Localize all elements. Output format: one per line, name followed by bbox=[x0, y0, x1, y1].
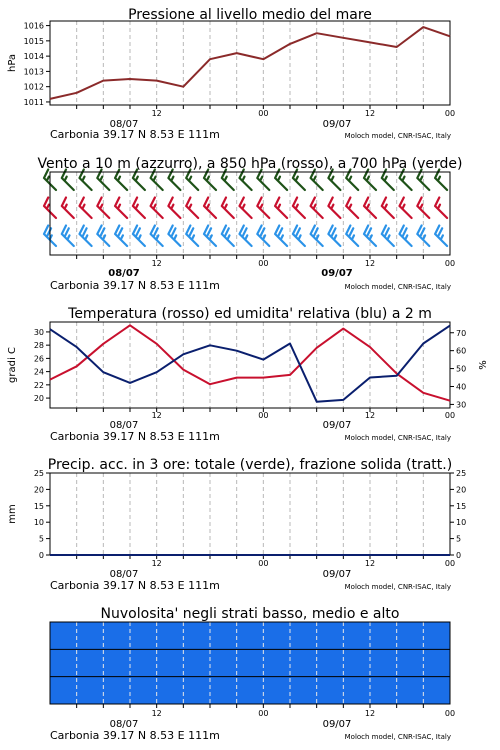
x-tick-label: 12 bbox=[151, 559, 162, 568]
wind-barb-700 bbox=[293, 170, 305, 191]
wind-x-axis bbox=[77, 255, 455, 268]
wind-barb-10m bbox=[346, 226, 358, 247]
wind-barb-10m bbox=[80, 226, 92, 247]
precip-panel bbox=[7, 457, 466, 592]
wind-barb-700 bbox=[400, 170, 412, 191]
wind-barb-850 bbox=[115, 198, 127, 219]
wind-barb-850 bbox=[168, 198, 180, 219]
y-tick-label: 20 bbox=[456, 485, 467, 495]
precip-title: Precip. acc. in 3 ore: totale (verde), frazione solida (tratt.) bbox=[47, 457, 453, 473]
pressure-grid bbox=[77, 21, 424, 105]
pressure-date-label-1: 08/07 bbox=[109, 119, 139, 130]
temperature-y-axis bbox=[34, 328, 50, 403]
x-tick-label: 12 bbox=[364, 259, 376, 268]
humidity-y-axis bbox=[450, 329, 466, 410]
precip-y-axis-right bbox=[450, 469, 466, 560]
y-tick-label: 1011 bbox=[23, 97, 44, 107]
x-tick-label: 12 bbox=[151, 411, 162, 420]
precip-date-label-1: 08/07 bbox=[109, 569, 139, 580]
wind-barb-10m bbox=[382, 226, 394, 247]
x-tick-label: 12 bbox=[151, 259, 162, 268]
wind-barb-700 bbox=[186, 170, 198, 191]
pressure-y-axis bbox=[24, 22, 50, 107]
wind-barb-10m bbox=[168, 226, 180, 247]
pressure-location: Carbonia 39.17 N 8.53 E 111m bbox=[50, 128, 220, 141]
precip-location: Carbonia 39.17 N 8.53 E 111m bbox=[50, 579, 220, 592]
wind-barbs bbox=[44, 170, 447, 247]
y-tick-label: 24 bbox=[33, 367, 44, 377]
cloud-x-axis bbox=[77, 704, 455, 718]
wind-barb-700 bbox=[435, 170, 447, 191]
y-tick-label: 10 bbox=[33, 518, 44, 528]
precip-x-axis bbox=[77, 555, 455, 568]
y-tick-label: 26 bbox=[33, 354, 44, 364]
precip-date-label-2: 09/07 bbox=[322, 569, 352, 580]
wind-barb-10m bbox=[400, 226, 412, 247]
x-tick-label: 00 bbox=[444, 259, 456, 268]
cloud-date-label-1: 08/07 bbox=[109, 719, 139, 730]
temperature-date-label-1: 08/07 bbox=[109, 420, 139, 431]
x-tick-label: 12 bbox=[364, 411, 376, 420]
y-tick-label: 70 bbox=[456, 328, 467, 338]
y-tick-label: 20 bbox=[33, 485, 44, 495]
x-tick-label: 12 bbox=[364, 109, 376, 118]
y-tick-label: 28 bbox=[33, 341, 44, 351]
wind-panel bbox=[37, 156, 462, 292]
y-tick-label: 1016 bbox=[23, 21, 44, 31]
temperature-location: Carbonia 39.17 N 8.53 E 111m bbox=[50, 430, 220, 443]
cloud-title: Nuvolosita' negli strati basso, medio e alto bbox=[100, 606, 400, 622]
wind-barb-10m bbox=[275, 226, 287, 247]
temperature-series bbox=[50, 325, 450, 401]
wind-barb-850 bbox=[222, 198, 234, 219]
pressure-panel bbox=[7, 7, 455, 141]
y-tick-label: 25 bbox=[33, 469, 44, 478]
wind-date-label-2: 09/07 bbox=[321, 268, 353, 279]
cloud-panel bbox=[50, 606, 455, 742]
y-tick-label: 1014 bbox=[23, 52, 44, 62]
y-tick-label: 15 bbox=[33, 501, 44, 511]
y-tick-label: 1015 bbox=[23, 36, 44, 46]
wind-barb-850 bbox=[275, 198, 287, 219]
x-tick-label: 00 bbox=[258, 109, 269, 118]
wind-barb-10m bbox=[328, 226, 340, 247]
temperature-panel bbox=[7, 306, 489, 443]
pressure-series bbox=[50, 27, 450, 99]
wind-barb-700 bbox=[80, 170, 92, 191]
wind-barb-850 bbox=[133, 198, 145, 219]
y-tick-label: 1013 bbox=[23, 67, 44, 77]
pressure-line bbox=[50, 27, 450, 99]
wind-barb-850 bbox=[240, 198, 252, 219]
wind-barb-10m bbox=[115, 226, 127, 247]
x-tick-label: 12 bbox=[151, 709, 162, 718]
wind-title: Vento a 10 m (azzurro), a 850 hPa (rosso), a 700 hPa (verde) bbox=[37, 156, 463, 172]
y-tick-label: 1012 bbox=[23, 82, 44, 92]
precip-y-label: mm bbox=[7, 504, 18, 524]
wind-barb-700 bbox=[346, 170, 358, 191]
precip-grid bbox=[77, 473, 424, 555]
wind-barb-700 bbox=[275, 170, 287, 191]
x-tick-label: 00 bbox=[444, 411, 456, 420]
wind-barb-700 bbox=[222, 170, 234, 191]
wind-barb-850 bbox=[328, 198, 340, 219]
pressure-x-axis bbox=[77, 105, 455, 118]
wind-barb-850 bbox=[293, 198, 305, 219]
precip-plot-frame bbox=[50, 473, 450, 555]
temperature-x-axis bbox=[77, 408, 455, 420]
wind-barb-10m bbox=[62, 226, 74, 247]
wind-barb-850 bbox=[80, 198, 92, 219]
y-tick-label: 5 bbox=[456, 534, 462, 544]
y-tick-label: 10 bbox=[456, 518, 467, 528]
y-tick-label: 15 bbox=[456, 501, 467, 511]
y-tick-label: 0 bbox=[38, 551, 44, 560]
cloud-layer-alto bbox=[50, 622, 450, 649]
wind-barb-850 bbox=[400, 198, 412, 219]
x-tick-label: 12 bbox=[364, 559, 376, 568]
temperature-grid bbox=[77, 322, 424, 408]
temperature-plot-frame bbox=[50, 322, 450, 408]
precip-credit: Moloch model, CNR-ISAC, Italy bbox=[344, 583, 451, 591]
wind-barb-700 bbox=[133, 170, 145, 191]
y-tick-label: 22 bbox=[33, 380, 44, 390]
y-tick-label: 30 bbox=[33, 327, 44, 337]
cloud-credit: Moloch model, CNR-ISAC, Italy bbox=[344, 733, 451, 741]
x-tick-label: 12 bbox=[364, 709, 376, 718]
x-tick-label: 12 bbox=[151, 109, 162, 118]
y-tick-label: 50 bbox=[456, 364, 467, 374]
x-tick-label: 00 bbox=[444, 109, 456, 118]
temperature-line bbox=[50, 325, 450, 400]
cloud-location: Carbonia 39.17 N 8.53 E 111m bbox=[50, 729, 220, 742]
wind-location: Carbonia 39.17 N 8.53 E 111m bbox=[50, 279, 220, 292]
cloud-layer-basso bbox=[50, 677, 450, 704]
y-tick-label: 25 bbox=[456, 469, 467, 478]
wind-barb-700 bbox=[382, 170, 394, 191]
wind-date-label-1: 08/07 bbox=[108, 268, 140, 279]
pressure-y-label: hPa bbox=[7, 53, 18, 73]
wind-barb-10m bbox=[133, 226, 145, 247]
y-tick-label: 20 bbox=[33, 394, 44, 404]
humidity-y-label: % bbox=[478, 360, 489, 370]
pressure-date-label-2: 09/07 bbox=[322, 119, 352, 130]
wind-barb-850 bbox=[382, 198, 394, 219]
wind-barb-850 bbox=[435, 198, 447, 219]
x-tick-label: 00 bbox=[444, 709, 456, 718]
wind-barb-10m bbox=[293, 226, 305, 247]
pressure-credit: Moloch model, CNR-ISAC, Italy bbox=[344, 132, 451, 140]
wind-credit: Moloch model, CNR-ISAC, Italy bbox=[344, 283, 451, 291]
x-tick-label: 00 bbox=[258, 259, 269, 268]
wind-barb-10m bbox=[222, 226, 234, 247]
cloud-date-label-2: 09/07 bbox=[322, 719, 352, 730]
wind-barb-700 bbox=[62, 170, 74, 191]
wind-barb-10m bbox=[435, 226, 447, 247]
y-tick-label: 0 bbox=[456, 551, 462, 560]
temperature-title: Temperatura (rosso) ed umidita' relativa (blu) a 2 m bbox=[68, 306, 432, 322]
temperature-credit: Moloch model, CNR-ISAC, Italy bbox=[344, 434, 451, 442]
y-tick-label: 60 bbox=[456, 346, 467, 356]
cloud-layer-medio bbox=[50, 649, 450, 676]
wind-barb-700 bbox=[168, 170, 180, 191]
wind-barb-700 bbox=[328, 170, 340, 191]
wind-barb-850 bbox=[62, 198, 74, 219]
x-tick-label: 00 bbox=[444, 559, 456, 568]
wind-barb-10m bbox=[186, 226, 198, 247]
pressure-plot-frame bbox=[50, 21, 450, 105]
temperature-y-label: gradi C bbox=[7, 347, 18, 383]
x-tick-label: 00 bbox=[258, 411, 269, 420]
precip-y-axis bbox=[34, 469, 50, 560]
cloud-layers bbox=[50, 622, 450, 704]
y-tick-label: 40 bbox=[456, 382, 467, 392]
humidity-line bbox=[50, 326, 450, 402]
temperature-date-label-2: 09/07 bbox=[322, 420, 352, 431]
wind-barb-850 bbox=[346, 198, 358, 219]
wind-barb-850 bbox=[186, 198, 198, 219]
wind-barb-700 bbox=[115, 170, 127, 191]
pressure-title: Pressione al livello medio del mare bbox=[128, 7, 372, 23]
wind-barb-10m bbox=[240, 226, 252, 247]
wind-barb-700 bbox=[240, 170, 252, 191]
y-tick-label: 5 bbox=[38, 534, 44, 544]
x-tick-label: 00 bbox=[258, 559, 269, 568]
x-tick-label: 00 bbox=[258, 709, 269, 718]
y-tick-label: 30 bbox=[456, 400, 467, 410]
